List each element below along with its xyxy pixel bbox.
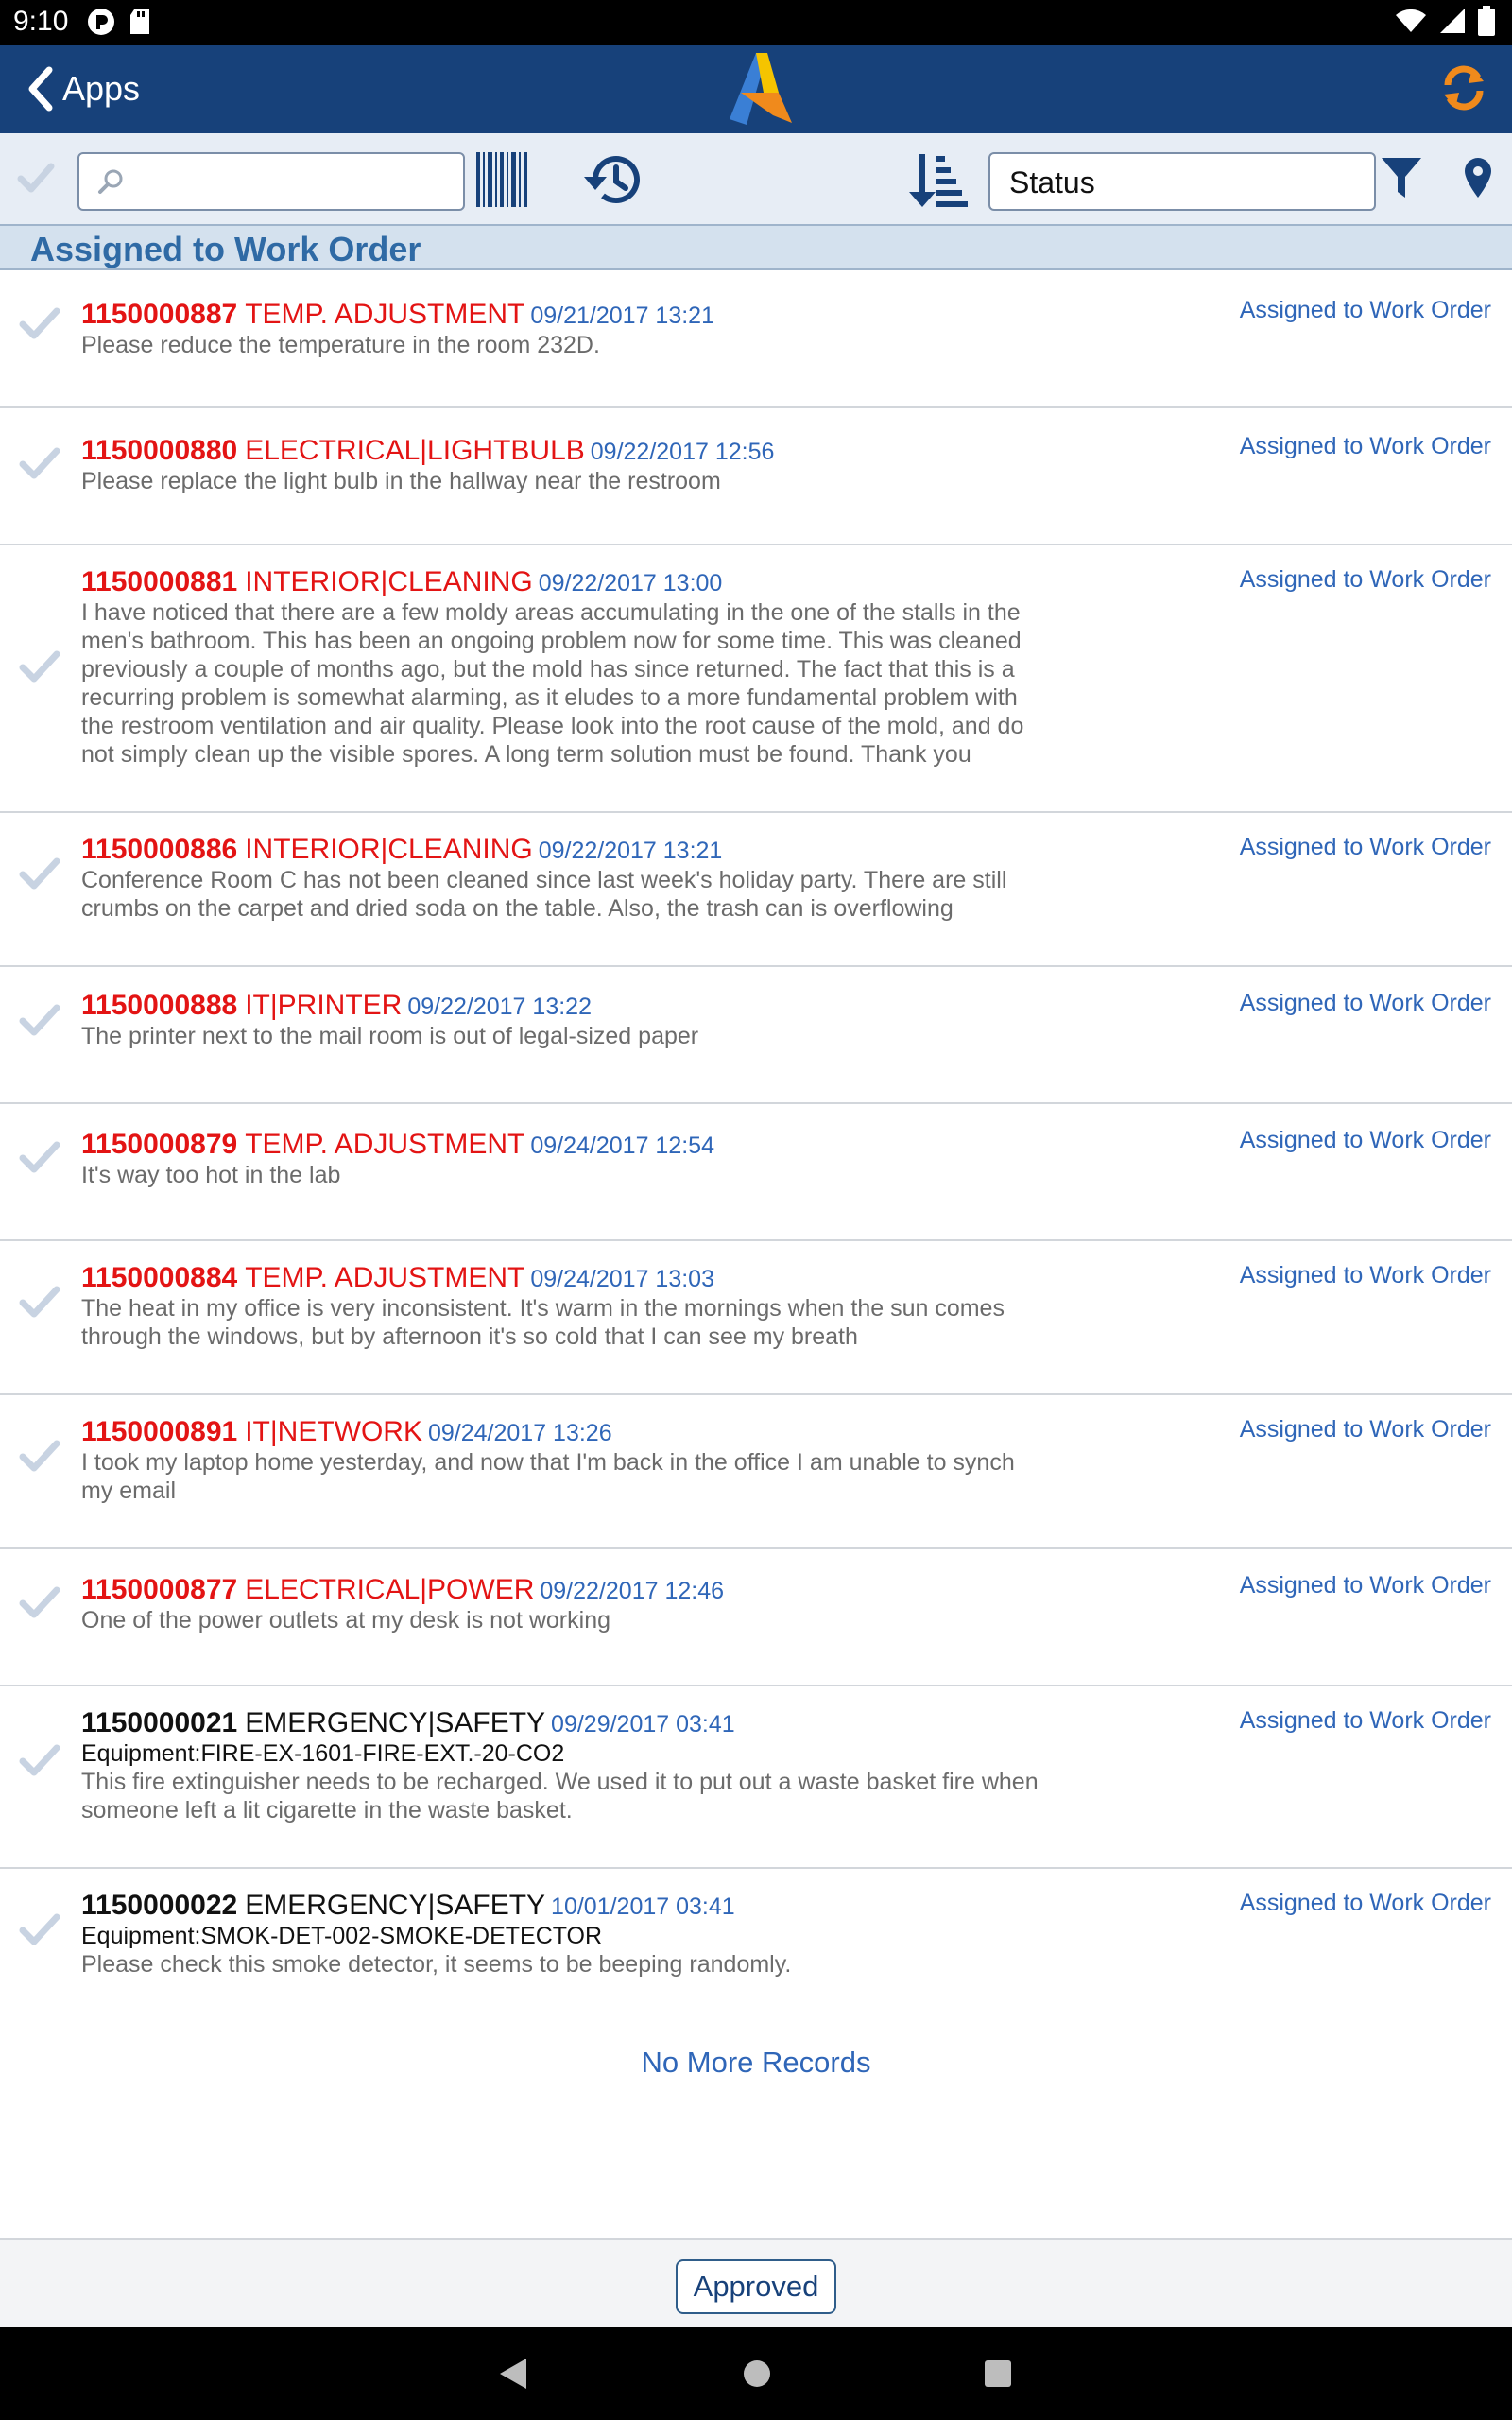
clock: 9:10 (13, 6, 69, 37)
action-footer (0, 2238, 1512, 2327)
list-item[interactable] (0, 408, 1512, 545)
status-label: Assigned to Work Order (1239, 566, 1491, 593)
status-label: Assigned to Work Order (1239, 1262, 1491, 1288)
request-description: The heat in my office is very inconsistent. It's warm in the mornings when the sun comes through the windows, but by afternoon it's so cold that I can see my breath (81, 1295, 1005, 1350)
request-description: Please reduce the temperature in the room 232D. (81, 332, 600, 358)
request-category: INTERIOR|CLEANING (245, 566, 533, 597)
select-check-icon[interactable] (19, 306, 60, 340)
nav-recents-icon[interactable] (983, 2356, 1013, 2392)
request-date: 09/29/2017 03:41 (551, 1711, 735, 1737)
search-input[interactable] (132, 162, 454, 201)
request-category: EMERGENCY|SAFETY (245, 1890, 546, 1921)
battery-icon (1478, 6, 1495, 36)
list-item[interactable] (0, 1686, 1512, 1869)
request-date: 09/21/2017 13:21 (530, 302, 714, 329)
refresh-icon[interactable] (1440, 64, 1487, 112)
select-check-icon[interactable] (19, 446, 60, 480)
request-description: Conference Room C has not been cleaned since last week's holiday party. There are still crumbs on the carpet and dried soda on the table. Also, the trash can is overflowing (81, 867, 1007, 922)
barcode-scan-icon[interactable] (474, 150, 531, 209)
request-description: It's way too hot in the lab (81, 1162, 341, 1188)
list-item[interactable] (0, 1104, 1512, 1241)
select-check-icon[interactable] (19, 1140, 60, 1174)
back-label: Apps (62, 69, 141, 108)
system-nav-bar (0, 2327, 1512, 2420)
select-check-icon[interactable] (19, 649, 60, 683)
section-title: Assigned to Work Order (30, 230, 421, 268)
history-icon[interactable] (582, 152, 643, 207)
filter-icon[interactable] (1380, 156, 1423, 199)
request-number: 1150000021 (81, 1707, 238, 1738)
list-item[interactable] (0, 270, 1512, 408)
status-label: Assigned to Work Order (1239, 990, 1491, 1016)
request-date: 09/24/2017 13:03 (530, 1266, 714, 1292)
select-all-check-icon[interactable] (17, 162, 55, 194)
select-check-icon[interactable] (19, 1439, 60, 1473)
request-number: 1150000880 (81, 435, 238, 466)
nav-back-icon[interactable] (496, 2356, 530, 2392)
status-label: Assigned to Work Order (1239, 1572, 1491, 1599)
status-label: Assigned to Work Order (1239, 1416, 1491, 1443)
request-category: EMERGENCY|SAFETY (245, 1707, 546, 1738)
map-pin-icon[interactable] (1463, 156, 1493, 199)
status-filter-select[interactable]: Status (988, 152, 1376, 211)
request-number: 1150000877 (81, 1574, 238, 1605)
select-check-icon[interactable] (19, 1743, 60, 1777)
list-item[interactable] (0, 1869, 1512, 2011)
request-list (0, 270, 1512, 2011)
app-notification-icon (87, 8, 115, 36)
request-number: 1150000886 (81, 834, 238, 865)
request-date: 09/22/2017 13:00 (538, 570, 723, 596)
request-category: INTERIOR|CLEANING (245, 834, 533, 865)
status-label: Assigned to Work Order (1239, 834, 1491, 860)
equipment-label: Equipment:SMOK-DET-002-SMOKE-DETECTOR (81, 1923, 603, 1949)
request-description: Please check this smoke detector, it seems to be beeping randomly. (81, 1951, 792, 1978)
request-description: I took my laptop home yesterday, and now that I'm back in the office I am unable to synch my email (81, 1449, 1015, 1504)
list-item[interactable] (0, 545, 1512, 813)
equipment-label: Equipment:FIRE-EX-1601-FIRE-EXT.-20-CO2 (81, 1740, 565, 1767)
request-date: 09/22/2017 12:46 (540, 1578, 725, 1604)
search-box (77, 152, 465, 211)
request-description: The printer next to the mail room is out of legal-sized paper (81, 1023, 699, 1049)
status-label: Assigned to Work Order (1239, 1127, 1491, 1153)
request-description: I have noticed that there are a few moldy areas accumulating in the one of the stalls in the men's bathroom. This has been an ongoing problem now for some time. This was cleaned previously a couple of months ago, but the mold has since returned. The fact that this is a recurring problem is somewhat alarming, as it eludes to a more fundamental problem with the restroom ventilation and air quality. Please look into the root cause of the mold, and do not simply clean up the visible spores. A long term solution must be found. Thank you (81, 599, 1024, 768)
request-category: ELECTRICAL|LIGHTBULB (245, 435, 585, 466)
request-number: 1150000879 (81, 1129, 238, 1160)
search-icon (96, 167, 125, 196)
select-check-icon[interactable] (19, 1585, 60, 1619)
sort-icon[interactable] (909, 152, 968, 209)
request-date: 09/22/2017 13:22 (407, 994, 592, 1020)
status-label: Assigned to Work Order (1239, 1890, 1491, 1916)
request-category: IT|PRINTER (245, 990, 403, 1021)
request-category: IT|NETWORK (245, 1416, 422, 1447)
request-date: 09/24/2017 12:54 (530, 1132, 714, 1159)
request-number: 1150000888 (81, 990, 238, 1021)
list-item[interactable] (0, 1395, 1512, 1549)
request-category: TEMP. ADJUSTMENT (245, 299, 525, 330)
status-label: Assigned to Work Order (1239, 433, 1491, 459)
list-item[interactable] (0, 1241, 1512, 1395)
list-item[interactable] (0, 1549, 1512, 1686)
status-label: Assigned to Work Order (1239, 297, 1491, 323)
list-toolbar (0, 133, 1512, 224)
section-header (0, 224, 1512, 270)
no-more-records-label: No More Records (641, 2046, 871, 2079)
select-check-icon[interactable] (19, 856, 60, 890)
approved-button[interactable]: Approved (676, 2259, 836, 2314)
select-check-icon[interactable] (19, 1285, 60, 1319)
list-item[interactable] (0, 813, 1512, 967)
request-date: 09/24/2017 13:26 (427, 1420, 612, 1446)
request-number: 1150000884 (81, 1262, 238, 1293)
status-label: Assigned to Work Order (1239, 1707, 1491, 1734)
request-category: ELECTRICAL|POWER (245, 1574, 535, 1605)
request-number: 1150000881 (81, 566, 238, 597)
select-check-icon[interactable] (19, 1912, 60, 1946)
cell-signal-icon (1438, 7, 1467, 35)
sd-card-icon (129, 8, 151, 36)
wifi-icon (1395, 8, 1427, 34)
request-description: This fire extinguisher needs to be recharged. We used it to put out a waste basket fire when someone left a lit cigarette in the waste basket. (81, 1769, 1039, 1824)
back-button[interactable] (26, 66, 140, 112)
request-number: 1150000887 (81, 299, 238, 330)
request-number: 1150000891 (81, 1416, 238, 1447)
request-description: One of the power outlets at my desk is not working (81, 1607, 610, 1634)
request-category: TEMP. ADJUSTMENT (245, 1129, 525, 1160)
nav-home-icon[interactable] (742, 2356, 772, 2392)
system-status-bar (0, 0, 1512, 45)
request-date: 09/22/2017 13:21 (538, 838, 723, 864)
request-date: 09/22/2017 12:56 (590, 439, 775, 465)
list-item[interactable] (0, 967, 1512, 1104)
chevron-left-icon (26, 66, 53, 112)
app-logo-icon (718, 51, 794, 127)
select-check-icon[interactable] (19, 1003, 60, 1037)
request-number: 1150000022 (81, 1890, 238, 1921)
request-description: Please replace the light bulb in the hallway near the restroom (81, 468, 721, 494)
request-category: TEMP. ADJUSTMENT (245, 1262, 525, 1293)
app-header (0, 45, 1512, 133)
request-date: 10/01/2017 03:41 (551, 1893, 735, 1920)
